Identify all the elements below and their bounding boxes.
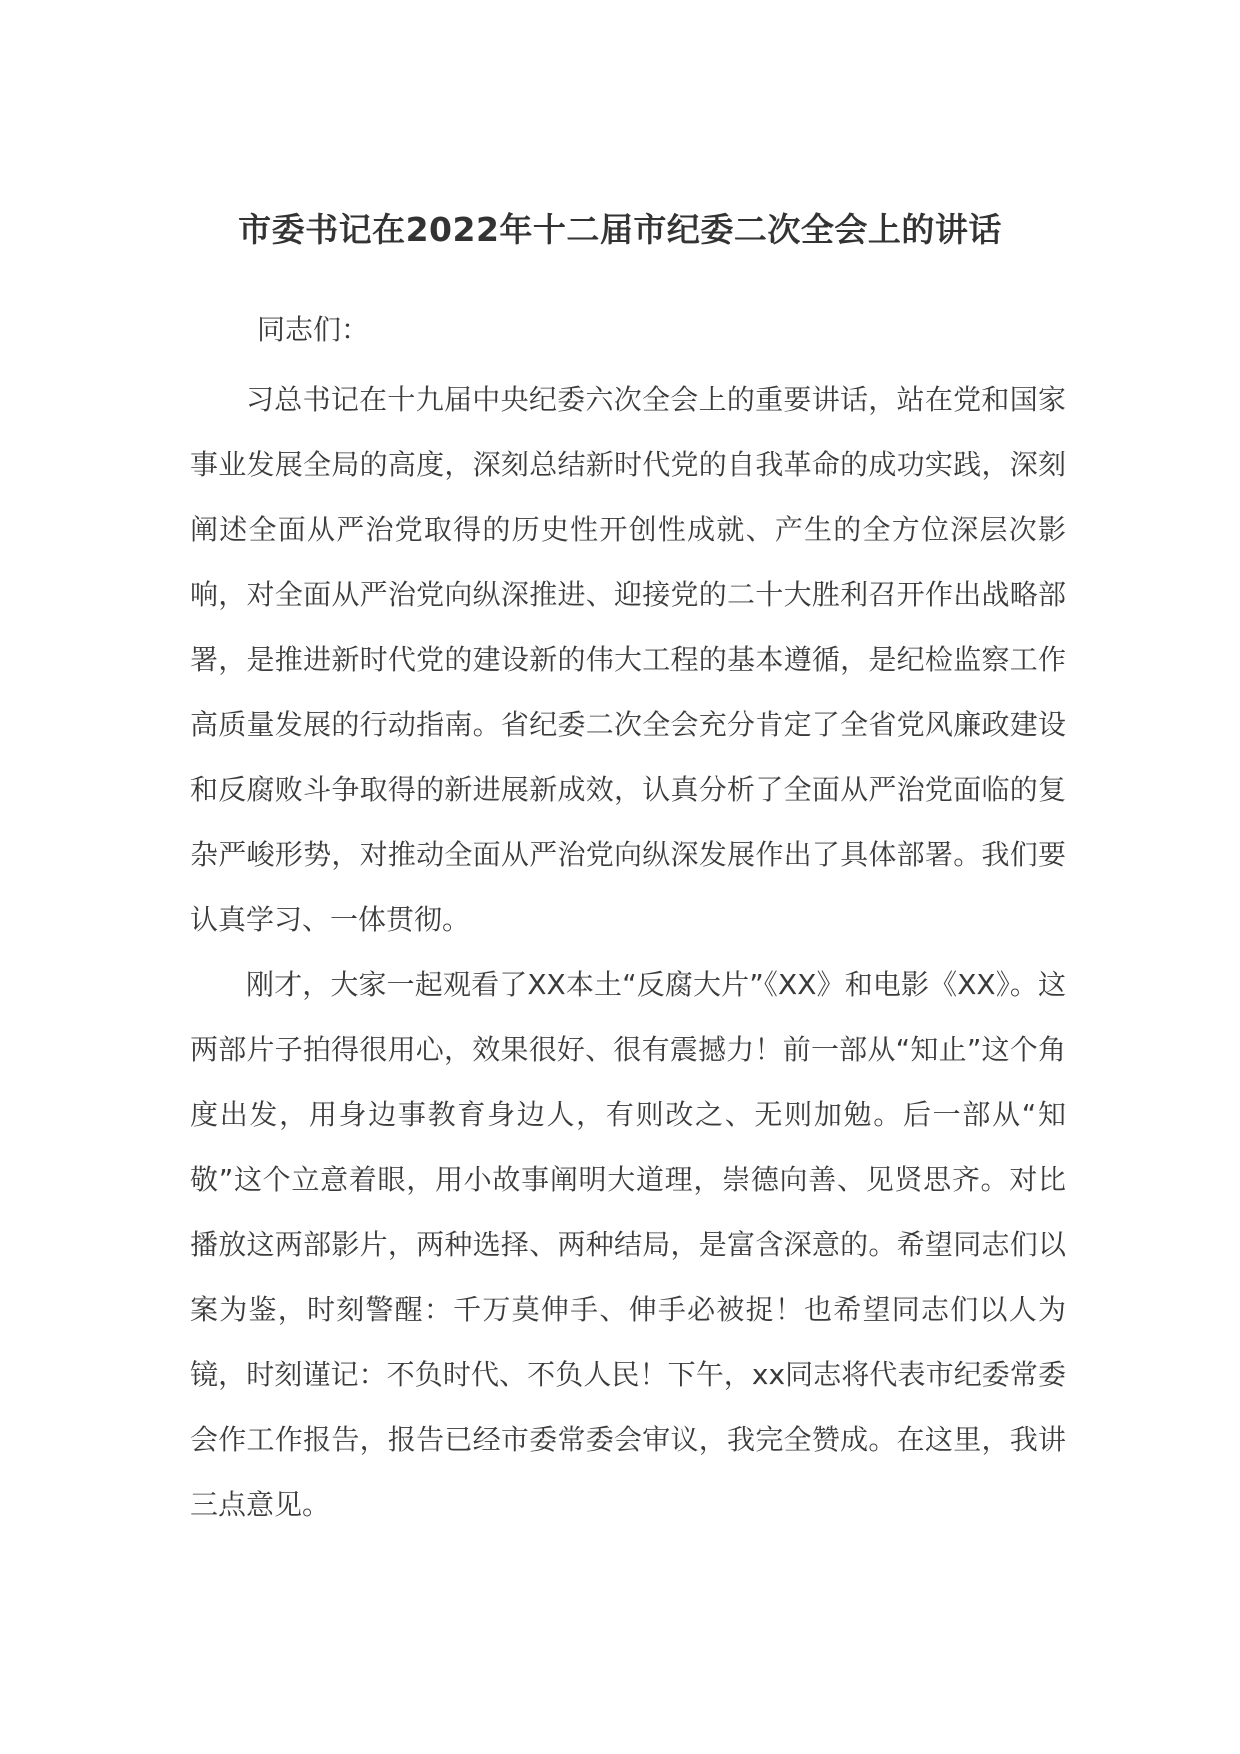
body-paragraph-1: 习总书记在十九届中央纪委六次全会上的重要讲话，站在党和国家事业发展全局的高度，深刻总结新时代党的自我革命的成功实践，深刻阐述全面从严治党取得的历史性开创性成就、产生的全方位深层次影响，对全面从严治党向纵深推进、迎接党的二十大胜利召开作出战略部署，是推进新时代党的建设新的伟大工程的基本遵循，是纪检监察工作高质量发展的行动指南。省纪委二次全会充分肯定了全省党风廉政建设和反腐败斗争取得的新进展新成效，认真分析了全面从严治党面临的复杂严峻形势，对推动全面从严治党向纵深发展作出了具体部署。我们要认真学习、一体贯彻。	[190, 383, 1066, 936]
document-title: 市委书记在2022年十二届市纪委二次全会上的讲话	[238, 210, 1002, 249]
salutation: 同志们：	[257, 313, 370, 346]
document-body	[190, 367, 1066, 1537]
body-paragraph-2: 刚才，大家一起观看了XX本土“反腐大片”《XX》和电影《XX》。这两部片子拍得很用心，效果很好、很有震撼力！前一部从“知止”这个角度出发，用身边事教育身边人，有则改之、无则加勉。后一部从“知敬”这个立意着眼，用小故事阐明大道理，崇德向善、见贤思齐。对比播放这两部影片，两种选择、两种结局，是富含深意的。希望同志们以案为鉴，时刻警醒：千万莫伸手、伸手必被捉！也希望同志们以人为镜，时刻谨记：不负时代、不负人民！下午，xx同志将代表市纪委常委会作工作报告，报告已经市委常委会审议，我完全赞成。在这里，我讲三点意见。	[190, 968, 1066, 1521]
